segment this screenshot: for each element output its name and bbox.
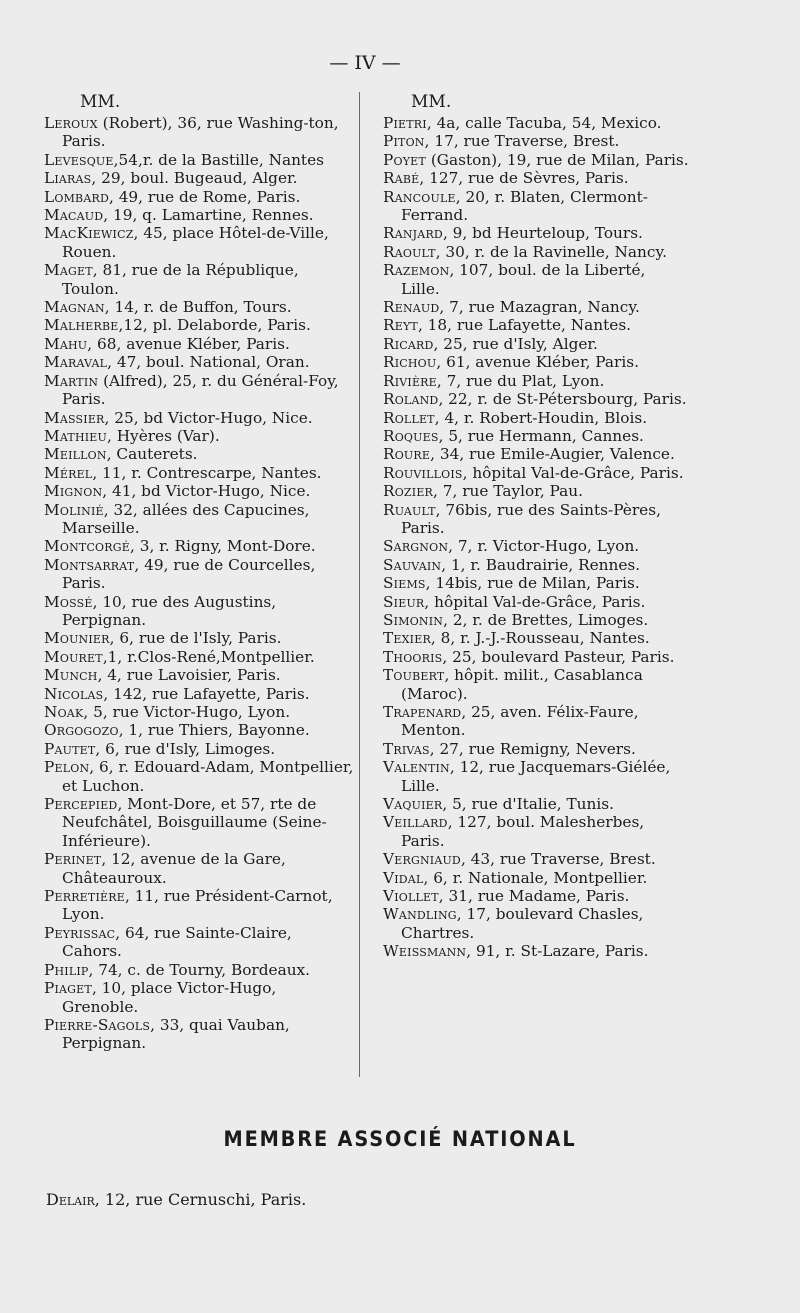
member-entry — [44, 685, 356, 703]
member-entry — [44, 961, 356, 979]
member-entry — [44, 795, 356, 850]
member-address: , 31, rue Madame, Paris. — [438, 887, 630, 906]
member-entry — [44, 316, 356, 334]
member-name: Munch — [44, 666, 98, 685]
member-name: Magnan — [44, 298, 105, 317]
member-address: , hôpital Val-de-Grâce, Paris. — [462, 463, 684, 482]
member-address: (Gaston), 19, rue de Milan, Paris. — [425, 150, 689, 169]
member-name: Simonin — [383, 610, 444, 629]
member-entry — [383, 335, 689, 353]
member-entry — [44, 887, 356, 924]
member-name: Vergniaud — [383, 850, 461, 869]
member-name: Richou — [383, 353, 437, 372]
member-address: , 27, rue Remigny, Nevers. — [429, 739, 636, 758]
member-name: Piton — [383, 132, 425, 151]
member-address: , 6, r. Nationale, Montpellier. — [423, 868, 648, 887]
member-name: Nicolas — [44, 684, 104, 703]
member-entry — [44, 721, 356, 739]
member-name: Piaget — [44, 979, 92, 998]
member-entry — [44, 409, 356, 427]
member-entry — [44, 703, 356, 721]
member-name: Veillard — [383, 813, 448, 832]
member-entry — [44, 427, 356, 445]
member-name: Roland — [383, 390, 439, 409]
member-name: Martin — [44, 371, 99, 390]
member-entry — [44, 1016, 356, 1053]
member-address: , 33, quai Vauban, Perpignan. — [62, 1015, 290, 1053]
member-name: Raoult — [383, 242, 436, 261]
member-address: , Cauterets. — [106, 445, 198, 464]
member-entry — [44, 979, 356, 1016]
member-address: , 64, rue Sainte-Claire, Cahors. — [62, 923, 292, 961]
member-entry — [44, 188, 356, 206]
member-address: , 14, r. de Buffon, Tours. — [104, 298, 292, 317]
member-address: , 2, r. de Brettes, Limoges. — [443, 610, 649, 629]
member-address: , 22, r. de St-Pétersbourg, Paris. — [438, 390, 687, 409]
member-address: , 25, boulevard Pasteur, Paris. — [442, 647, 675, 666]
member-address: , 8, r. J.-J.-Rousseau, Nantes. — [430, 629, 650, 648]
member-address: , 45, place Hôtel-de-Ville, Rouen. — [62, 224, 329, 261]
member-name: Orgogozo — [44, 721, 119, 740]
member-name: Viollet — [383, 887, 439, 906]
member-name: Mathieu — [44, 426, 107, 445]
associate-name: Delair — [46, 1190, 95, 1209]
member-entry — [44, 924, 356, 961]
member-name: Rabé — [383, 169, 420, 188]
member-address: (Alfred), 25, r. du Général-Foy, Paris. — [62, 371, 339, 409]
member-address: , 5, rue d'Italie, Tunis. — [442, 795, 614, 814]
member-address: , 61, avenue Kléber, Paris. — [436, 353, 639, 372]
member-name: Macaud — [44, 206, 104, 225]
member-entry — [383, 942, 689, 960]
member-address: , 7, r. Victor-Hugo, Lyon. — [448, 537, 640, 556]
member-name: Rivière — [383, 371, 437, 390]
member-address: , 10, rue des Augustins, Perpignan. — [62, 592, 277, 629]
member-address: , 17, rue Traverse, Brest. — [424, 132, 620, 151]
member-entry — [383, 151, 689, 169]
member-entry — [44, 850, 356, 887]
member-entry — [383, 869, 689, 887]
member-entry — [383, 813, 689, 850]
member-entry — [44, 593, 356, 630]
member-name: Sieur — [383, 592, 425, 611]
member-name: Mossé — [44, 592, 93, 611]
member-address: , 11, rue Président-Carnot, Lyon. — [62, 887, 333, 924]
member-name: Rollet — [383, 408, 435, 427]
member-entry — [44, 629, 356, 647]
member-address: ,1, r.Clos-René,Montpellier. — [102, 647, 315, 666]
member-name: Peyrissac — [44, 923, 116, 942]
member-entry — [44, 556, 356, 593]
member-name: Vaquier — [383, 795, 443, 814]
member-name: Montcorgé — [44, 537, 130, 556]
member-name: Mahu — [44, 334, 88, 353]
member-name: Liaras — [44, 169, 92, 188]
member-name: Noak — [44, 703, 84, 721]
member-name: Valentin — [383, 758, 450, 777]
member-address: (Robert), 36, rue Washing-ton, Paris. — [62, 114, 339, 151]
member-address: , 1, r. Baudrairie, Rennes. — [441, 555, 641, 574]
member-address: , 14bis, rue de Milan, Paris. — [425, 574, 640, 593]
member-name: Perinet — [44, 850, 102, 869]
member-name: Philip — [44, 960, 89, 979]
member-name: Mounier — [44, 629, 110, 648]
member-name: Meillon — [44, 445, 107, 464]
member-address: , 4a, calle Tacuba, 54, Mexico. — [426, 114, 662, 132]
member-name: Trapenard — [383, 703, 462, 721]
member-address: , 41, bd Victor-Hugo, Nice. — [102, 482, 311, 501]
member-entry — [383, 758, 689, 795]
member-entry — [44, 298, 356, 316]
member-address: , 5, rue Victor-Hugo, Lyon. — [83, 703, 291, 721]
left-column — [44, 92, 356, 1053]
member-entry — [383, 316, 689, 334]
member-entry — [44, 758, 356, 795]
page-number: — IV — — [329, 52, 401, 74]
member-entry — [44, 353, 356, 371]
member-address: , 43, rue Traverse, Brest. — [460, 850, 656, 869]
member-name: Toubert — [383, 666, 445, 685]
member-name: Levesque — [44, 150, 114, 169]
member-name: Massier — [44, 408, 105, 427]
member-address: , 49, rue de Courcelles, Paris. — [62, 555, 316, 593]
member-address: , 7, rue Taylor, Pau. — [433, 482, 583, 501]
member-entry — [383, 243, 689, 261]
member-name: Wandling — [383, 905, 457, 924]
member-name: Mouret — [44, 647, 103, 666]
member-entry — [383, 611, 689, 629]
member-name: Pautet — [44, 739, 96, 758]
member-address: , 7, rue du Plat, Lyon. — [436, 371, 605, 390]
member-name: Roques — [383, 426, 439, 445]
member-name: Razemon — [383, 261, 450, 280]
member-address: , 7, rue Mazagran, Nancy. — [439, 298, 640, 317]
member-entry — [383, 629, 689, 647]
member-entry — [44, 537, 356, 555]
member-address: , Mont-Dore, et 57, rte de Neufchâtel, Boisguillaume (Seine-Inférieure). — [62, 795, 327, 850]
member-address: , 68, avenue Kléber, Paris. — [87, 334, 290, 353]
member-entry — [44, 666, 356, 684]
member-name: Poyet — [383, 150, 426, 169]
member-name: Sargnon — [383, 537, 449, 556]
member-address: , 47, boul. National, Oran. — [107, 353, 310, 372]
member-address: , 91, r. St-Lazare, Paris. — [466, 942, 649, 961]
member-address: , 3, r. Rigny, Mont-Dore. — [129, 537, 316, 556]
member-entry — [44, 372, 356, 409]
member-entry — [383, 169, 689, 187]
member-entry — [383, 464, 689, 482]
member-name: Rouvillois — [383, 463, 463, 482]
member-entry — [44, 501, 356, 538]
member-entry — [383, 372, 689, 390]
member-address: , 127, rue de Sèvres, Paris. — [419, 169, 629, 188]
member-address: , 74, c. de Tourny, Bordeaux. — [88, 960, 311, 979]
member-name: Mérel — [44, 463, 93, 482]
member-name: MacKiewicz — [44, 224, 134, 243]
member-name: Roure — [383, 445, 431, 464]
member-address: , hôpital Val-de-Grâce, Paris. — [424, 592, 646, 611]
member-entry — [383, 703, 689, 740]
member-entry — [383, 261, 689, 298]
member-name: Pierre-Sagols — [44, 1015, 151, 1034]
member-name: Pelon — [44, 758, 90, 777]
member-address: , 30, r. de la Ravinelle, Nancy. — [435, 242, 667, 261]
member-entry — [383, 648, 689, 666]
member-name: Ricard — [383, 334, 434, 353]
member-address: , 9, bd Heurteloup, Tours. — [442, 224, 643, 243]
member-address: , 29, boul. Bugeaud, Alger. — [91, 169, 298, 188]
member-name: Sauvain — [383, 555, 442, 574]
member-name: Maraval — [44, 353, 108, 372]
member-entry — [44, 464, 356, 482]
member-entry — [383, 353, 689, 371]
member-name: Siems — [383, 574, 426, 593]
member-name: Perretière — [44, 887, 125, 906]
member-entry — [383, 850, 689, 868]
member-address: , 19, q. Lamartine, Rennes. — [103, 206, 314, 225]
member-entry — [383, 593, 689, 611]
member-address: , 5, rue Hermann, Cannes. — [438, 426, 644, 445]
member-entry — [44, 445, 356, 463]
member-entry — [383, 132, 689, 150]
associate-address: , 12, rue Cernuschi, Paris. — [94, 1190, 307, 1209]
member-address: , 32, allées des Capucines, Marseille. — [62, 500, 310, 537]
member-entry — [383, 795, 689, 813]
right-entry-list — [383, 114, 689, 961]
member-entry — [383, 574, 689, 592]
member-address: , 49, rue de Rome, Paris. — [108, 187, 301, 206]
member-entry — [44, 169, 356, 187]
member-entry — [383, 114, 689, 132]
member-name: Renaud — [383, 298, 440, 317]
member-entry — [44, 151, 356, 169]
member-entry — [383, 390, 689, 408]
member-name: Ranjard — [383, 224, 443, 243]
member-address: , 81, rue de la République, Toulon. — [62, 261, 299, 298]
member-entry — [383, 298, 689, 316]
member-entry — [383, 740, 689, 758]
right-column-heading: MM. — [411, 92, 452, 112]
right-column — [383, 92, 689, 961]
member-name: Rozier — [383, 482, 434, 501]
member-entry — [44, 261, 356, 298]
member-name: Vidal — [383, 868, 424, 887]
member-address: , 25, rue d'Isly, Alger. — [433, 334, 598, 353]
member-address: , 25, aven. Félix-Faure, Menton. — [401, 703, 639, 740]
member-entry — [383, 445, 689, 463]
member-address: , 25, bd Victor-Hugo, Nice. — [104, 408, 313, 427]
member-entry — [383, 482, 689, 500]
member-entry — [44, 740, 356, 758]
member-name: Reyt — [383, 316, 418, 335]
member-address: , 34, rue Emile-Augier, Valence. — [430, 445, 675, 464]
left-entry-list — [44, 114, 356, 1053]
member-name: Percepied — [44, 795, 118, 814]
member-address: , 142, rue Lafayette, Paris. — [103, 684, 310, 703]
member-entry — [383, 666, 689, 703]
member-name: Molinié — [44, 500, 104, 519]
member-entry — [44, 335, 356, 353]
member-address: , 10, place Victor-Hugo, Grenoble. — [62, 979, 277, 1016]
section-title: MEMBRE ASSOCIÉ NATIONAL — [223, 1127, 577, 1151]
member-address: , 18, rue Lafayette, Nantes. — [417, 316, 632, 335]
member-entry — [383, 409, 689, 427]
member-entry — [383, 887, 689, 905]
member-entry — [383, 556, 689, 574]
member-address: , 12, avenue de la Gare, Châteauroux. — [62, 850, 286, 887]
member-entry — [383, 501, 689, 538]
member-name: Malherbe — [44, 316, 119, 335]
member-address: , 127, boul. Malesherbes, Paris. — [401, 813, 645, 850]
member-name: Maget — [44, 261, 93, 280]
member-address: ,12, pl. Delaborde, Paris. — [118, 316, 311, 335]
member-address: , 1, rue Thiers, Bayonne. — [118, 721, 310, 740]
member-entry — [383, 427, 689, 445]
left-column-heading: MM. — [80, 92, 121, 112]
member-name: Mignon — [44, 482, 103, 501]
member-address: , 12, rue Jacquemars-Giélée, Lille. — [401, 758, 671, 795]
member-name: Lombard — [44, 187, 109, 206]
member-address: ,54,r. de la Bastille, Nantes — [113, 150, 324, 169]
member-address: , 11, r. Contrescarpe, Nantes. — [92, 463, 322, 482]
member-name: Thooris — [383, 647, 443, 666]
member-address: , 6, rue d'Isly, Limoges. — [95, 739, 276, 758]
member-address: , 17, boulevard Chasles, Chartres. — [401, 905, 644, 942]
member-address: , Hyères (Var). — [106, 426, 220, 445]
member-name: Montsarrat — [44, 555, 135, 574]
member-name: Ruault — [383, 500, 436, 519]
member-entry — [44, 482, 356, 500]
member-entry — [44, 648, 356, 666]
member-address: , 4, rue Lavoisier, Paris. — [97, 666, 281, 685]
member-address: , 6, r. Edouard-Adam, Montpellier, et Luchon. — [62, 758, 354, 795]
member-entry — [44, 224, 356, 261]
member-name: Leroux — [44, 114, 98, 132]
member-name: Weissmann — [383, 942, 467, 961]
member-name: Rancoule — [383, 187, 456, 206]
member-name: Trivas — [383, 739, 430, 758]
member-entry — [383, 188, 689, 225]
member-entry — [383, 537, 689, 555]
member-entry — [383, 905, 689, 942]
member-name: Pietri — [383, 114, 427, 132]
member-address: , 20, r. Blaten, Clermont-Ferrand. — [401, 187, 648, 225]
member-address: , 76bis, rue des Saints-Pères, Paris. — [401, 500, 661, 537]
member-entry — [44, 206, 356, 224]
member-address: , 107, boul. de la Liberté, Lille. — [401, 261, 646, 298]
member-name: Texier — [383, 629, 431, 648]
member-entry — [44, 114, 356, 151]
member-entry — [383, 224, 689, 242]
associate-entry — [46, 1190, 306, 1209]
member-address: , 4, r. Robert-Houdin, Blois. — [434, 408, 648, 427]
column-divider — [359, 92, 360, 1077]
member-address: , 6, rue de l'Isly, Paris. — [109, 629, 282, 648]
member-address: , hôpit. milit., Casablanca (Maroc). — [401, 666, 643, 703]
